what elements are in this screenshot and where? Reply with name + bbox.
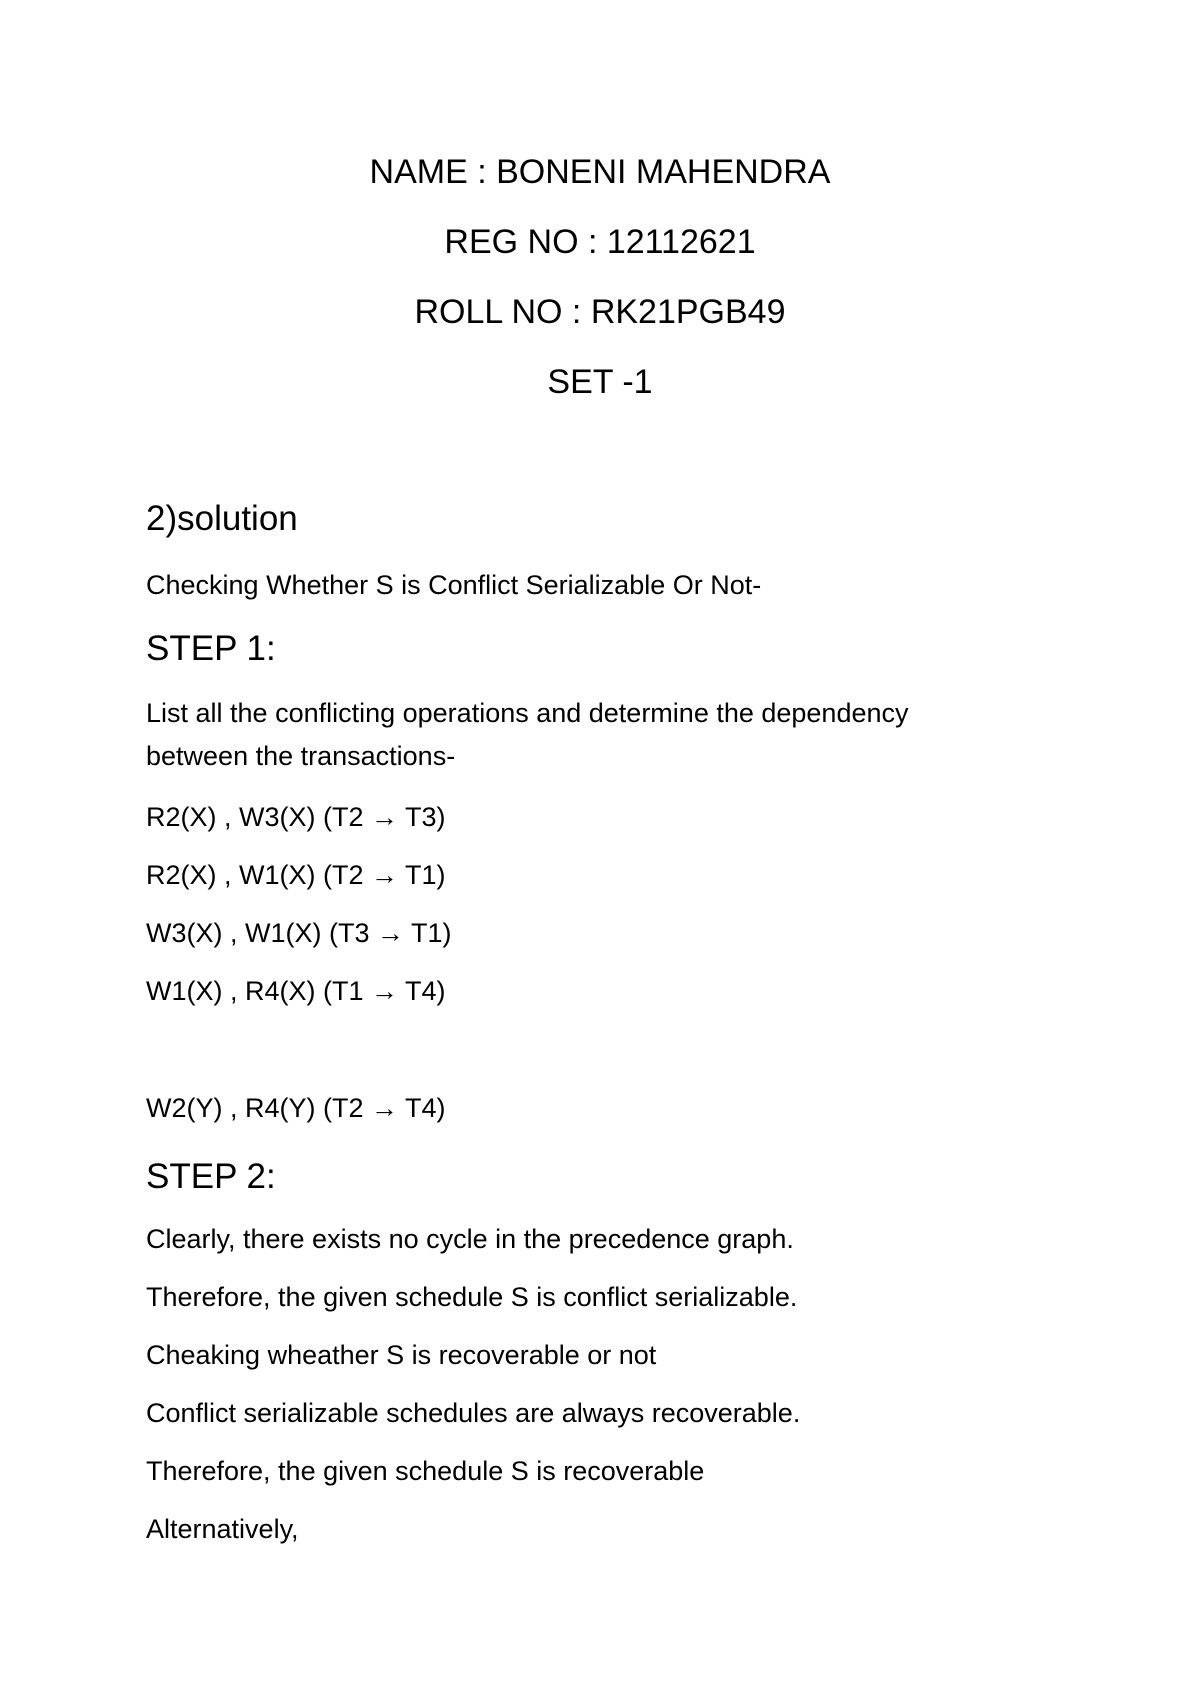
roll-number: ROLL NO : RK21PGB49 — [414, 293, 786, 331]
step2-line: Conflict serializable schedules are always recoverable. — [146, 1398, 801, 1428]
step2-heading: STEP 2: — [146, 1157, 276, 1196]
step2-line: Alternatively, — [146, 1514, 299, 1544]
step2-line: Therefore, the given schedule S is conflict serializable. — [146, 1282, 798, 1312]
solution-heading: 2)solution — [146, 499, 298, 538]
step2-line: Clearly, there exists no cycle in the precedence graph. — [146, 1224, 794, 1254]
step1-description-line2: between the transactions- — [146, 741, 456, 771]
conflict-item: W1(X) , R4(X) (T1 → T4) — [146, 976, 446, 1006]
step1-heading: STEP 1: — [146, 629, 276, 668]
conflict-item: R2(X) , W3(X) (T2 → T3) — [146, 802, 446, 832]
step2-line: Cheaking wheather S is recoverable or not — [146, 1340, 657, 1370]
conflict-item: W2(Y) , R4(Y) (T2 → T4) — [146, 1093, 446, 1123]
step2-line: Therefore, the given schedule S is recoverable — [146, 1456, 705, 1486]
conflict-item: R2(X) , W1(X) (T2 → T1) — [146, 860, 446, 890]
solution-intro: Checking Whether S is Conflict Serializable Or Not- — [146, 570, 762, 600]
student-name: NAME : BONENI MAHENDRA — [369, 153, 831, 191]
conflict-item: W3(X) , W1(X) (T3 → T1) — [146, 918, 452, 948]
registration-number: REG NO : 12112621 — [444, 223, 756, 261]
set-number: SET -1 — [547, 363, 653, 401]
step1-description-line1: List all the conflicting operations and determine the dependency — [146, 698, 909, 728]
